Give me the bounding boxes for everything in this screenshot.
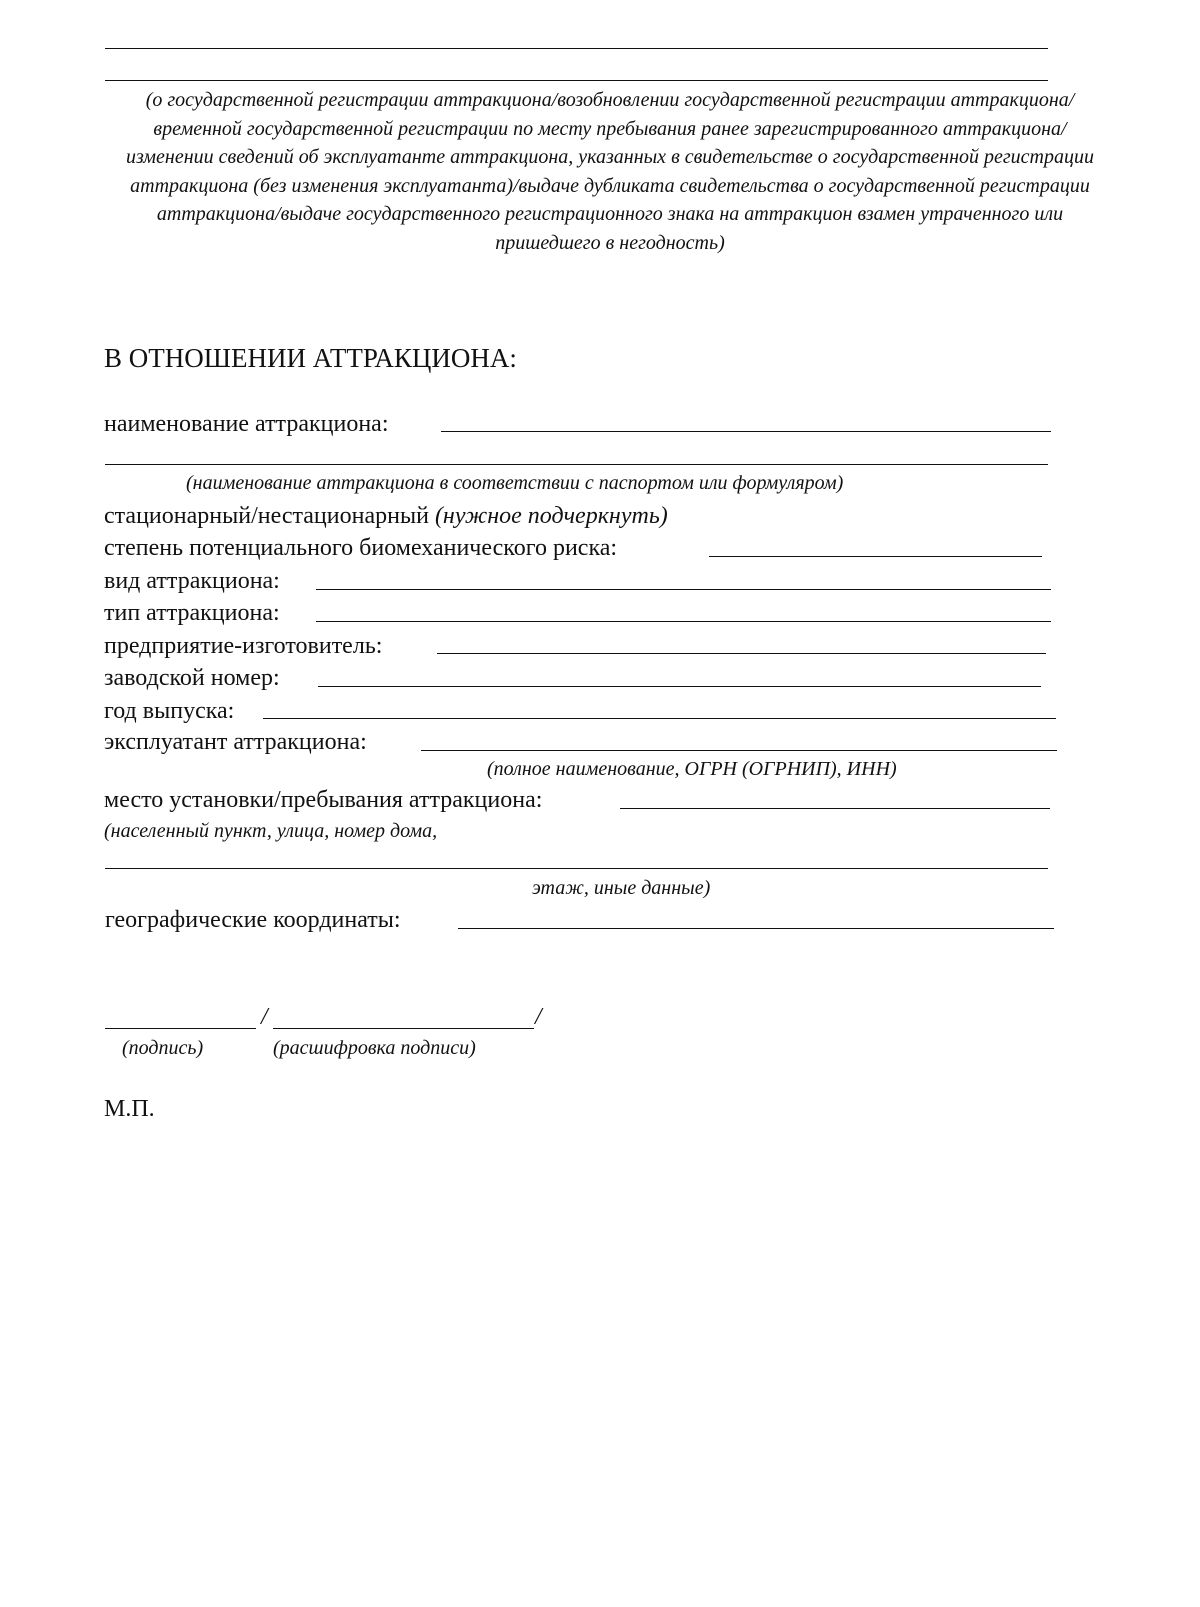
- signature-slash-2: /: [535, 1004, 542, 1030]
- signature-slash-1: /: [261, 1004, 268, 1030]
- stamp-label: М.П.: [104, 1096, 155, 1122]
- name-input-line-2[interactable]: [105, 464, 1048, 465]
- location-label: место установки/пребывания аттракциона:: [104, 787, 543, 813]
- section-heading: В ОТНОШЕНИИ АТТРАКЦИОНА:: [104, 343, 517, 373]
- coords-label: географические координаты:: [105, 907, 401, 933]
- type-label: тип аттракциона:: [104, 600, 280, 626]
- kind-input-line[interactable]: [316, 589, 1051, 590]
- operator-hint: (полное наименование, ОГРН (ОГРНИП), ИНН): [487, 758, 897, 780]
- name-label: наименование аттракциона:: [104, 411, 389, 437]
- top-blank-line-2[interactable]: [105, 80, 1048, 81]
- manufacturer-input-line[interactable]: [437, 653, 1046, 654]
- serial-input-line[interactable]: [318, 686, 1041, 687]
- manufacturer-label: предприятие-изготовитель:: [104, 633, 383, 659]
- risk-input-line[interactable]: [709, 556, 1042, 557]
- top-blank-line-1[interactable]: [105, 48, 1048, 49]
- signature-decoding-hint: (расшифровка подписи): [273, 1037, 476, 1059]
- coords-input-line[interactable]: [458, 928, 1054, 929]
- stationary-hint: (нужное подчеркнуть): [434, 503, 668, 529]
- name-input-line[interactable]: [441, 431, 1051, 432]
- location-hint-2: этаж, иные данные): [532, 877, 711, 899]
- signature-decoding-input-line[interactable]: [273, 1028, 534, 1029]
- kind-label: вид аттракциона:: [104, 568, 280, 594]
- type-input-line[interactable]: [316, 621, 1051, 622]
- name-hint: (наименование аттракциона в соответствии с паспортом или формуляром): [186, 472, 844, 494]
- signature-hint: (подпись): [122, 1037, 204, 1059]
- operator-input-line[interactable]: [421, 750, 1057, 751]
- stationary-label[interactable]: стационарный/нестационарный: [104, 503, 429, 529]
- year-input-line[interactable]: [263, 718, 1056, 719]
- risk-label: степень потенциального биомеханического риска:: [104, 535, 618, 561]
- serial-label: заводской номер:: [104, 665, 280, 691]
- location-input-line-2[interactable]: [105, 868, 1048, 869]
- year-label: год выпуска:: [104, 698, 235, 724]
- location-input-line[interactable]: [620, 808, 1050, 809]
- signature-input-line[interactable]: [105, 1028, 256, 1029]
- location-hint-1: (населенный пункт, улица, номер дома,: [104, 820, 438, 842]
- operator-label: эксплуатант аттракциона:: [104, 729, 367, 755]
- registration-purpose-text: (о государственной регистрации аттракциона/возобновлении государственной регистрации аттракциона/временной государственной регистрации по месту пребывания ранее зарегистрированного аттракциона/изменении сведений об эксплуатанте аттракциона, указанных в свидетельстве о государственной регистрации аттракциона (без изменения эксплуатанта)/выдаче дубликата свидетельства о государственной регистрации аттракциона/выдаче государственного регистрационного знака на аттракцион взамен утраченного или пришедшего в негодность): [125, 89, 1095, 254]
- stationary-row: [104, 502, 668, 530]
